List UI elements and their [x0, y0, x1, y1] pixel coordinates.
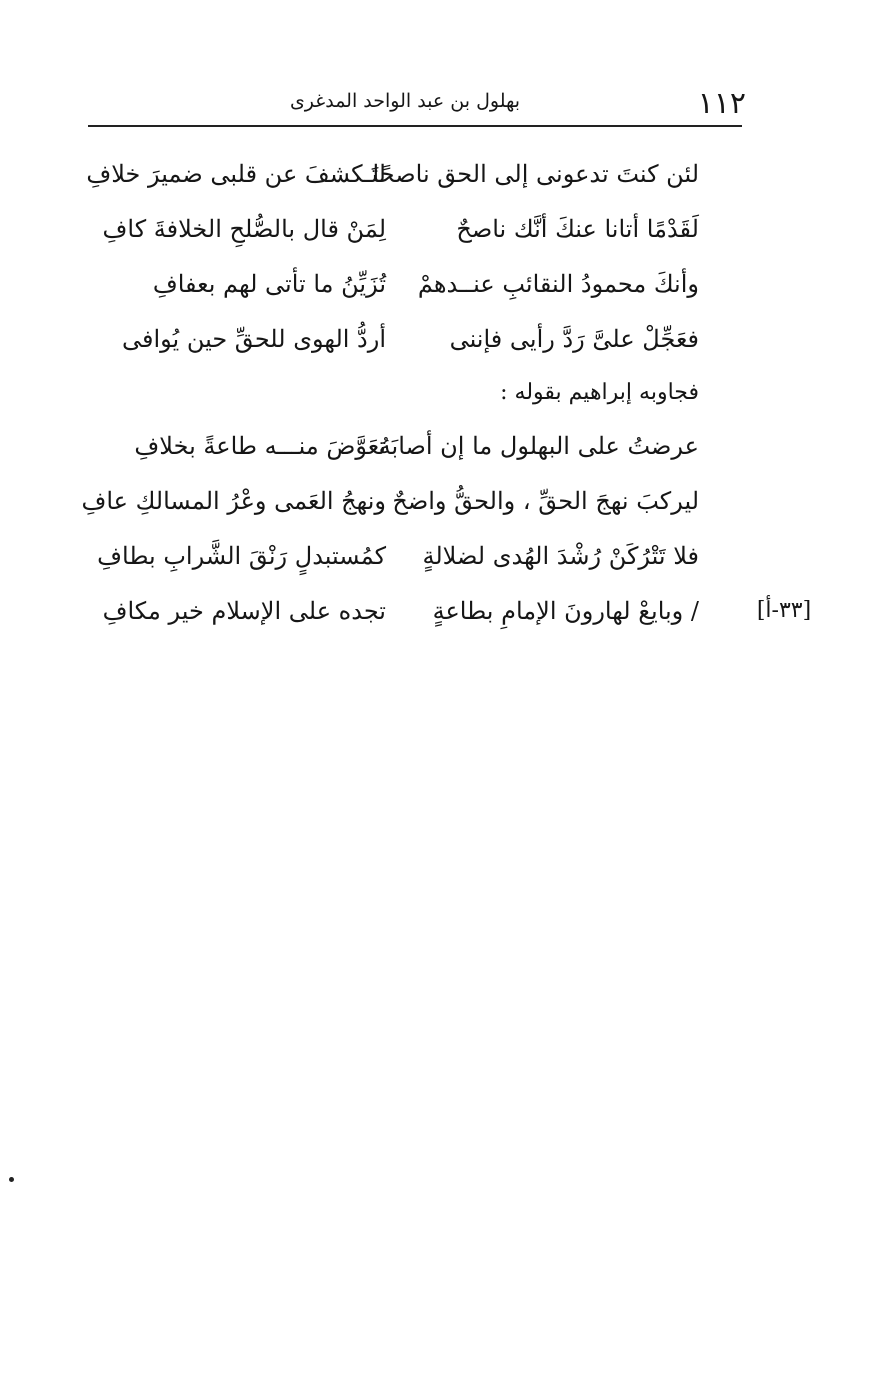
second-hemistich: لِمَنْ قال بالصُّلحِ الخلافةَ كافِ: [102, 215, 386, 243]
intro-line: فجاوبه إبراهيم بقوله :: [500, 380, 699, 405]
stray-ink-dot: [9, 1177, 14, 1182]
second-hemistich: تعَوَّضَ منـــه طاعةً بخلافِ: [134, 432, 386, 460]
running-head: بهلول بن عبد الواحد المدغرى: [289, 90, 521, 112]
second-hemistich: لتَـكشفَ عن قلبى ضميرَ خلافِ: [86, 160, 386, 188]
first-hemistich: وأنكَ محمودُ النقائبِ عنــدهمْ: [417, 270, 699, 298]
first-hemistich: فلا تَتْرُكَنْ رُشْدَ الهُدى لضلالةٍ: [422, 542, 699, 570]
verse-line: [0, 542, 879, 590]
header-rule: [88, 125, 742, 127]
second-hemistich: أردُّ الهوى للحقِّ حين يُوافى: [121, 325, 386, 353]
second-hemistich: كمُستبدلٍ رَنْقَ الشَّرابِ بطافِ: [97, 542, 386, 570]
first-hemistich: عرضتُ على البهلول ما إن أصابَهُ: [378, 432, 699, 460]
verse-line: [0, 160, 879, 208]
page-header: [0, 0, 879, 130]
page-number: ١١٢: [697, 86, 746, 121]
first-hemistich: لَقَدْمًا أتانا عنكَ أنَّك ناصحٌ: [456, 215, 699, 243]
verse-line: [0, 432, 879, 480]
first-hemistich: ليركبَ نهجَ الحقِّ ، والحقُّ واضحٌ: [392, 487, 699, 515]
first-hemistich: / وبايعْ لهارونَ الإمامِ بطاعةٍ: [432, 597, 699, 625]
manuscript-folio-reference: [٣٣-أ]: [756, 598, 812, 623]
verse-line: [0, 487, 879, 535]
verse-line: [0, 215, 879, 263]
verse-line: [0, 325, 879, 373]
second-hemistich: ونهجُ العَمى وعْرُ المسالكِ عافِ: [81, 487, 386, 515]
first-hemistich: لئن كنتَ تدعونى إلى الحق ناصحًا: [372, 160, 699, 188]
first-hemistich: فعَجِّلْ علىَّ رَدَّ رأيى فإننى: [449, 325, 699, 353]
second-hemistich: تجده على الإسلام خير مكافِ: [102, 597, 386, 625]
verse-line: [0, 270, 879, 318]
second-hemistich: تُزَيِّنُ ما تأتى لهم بعفافِ: [152, 270, 386, 298]
